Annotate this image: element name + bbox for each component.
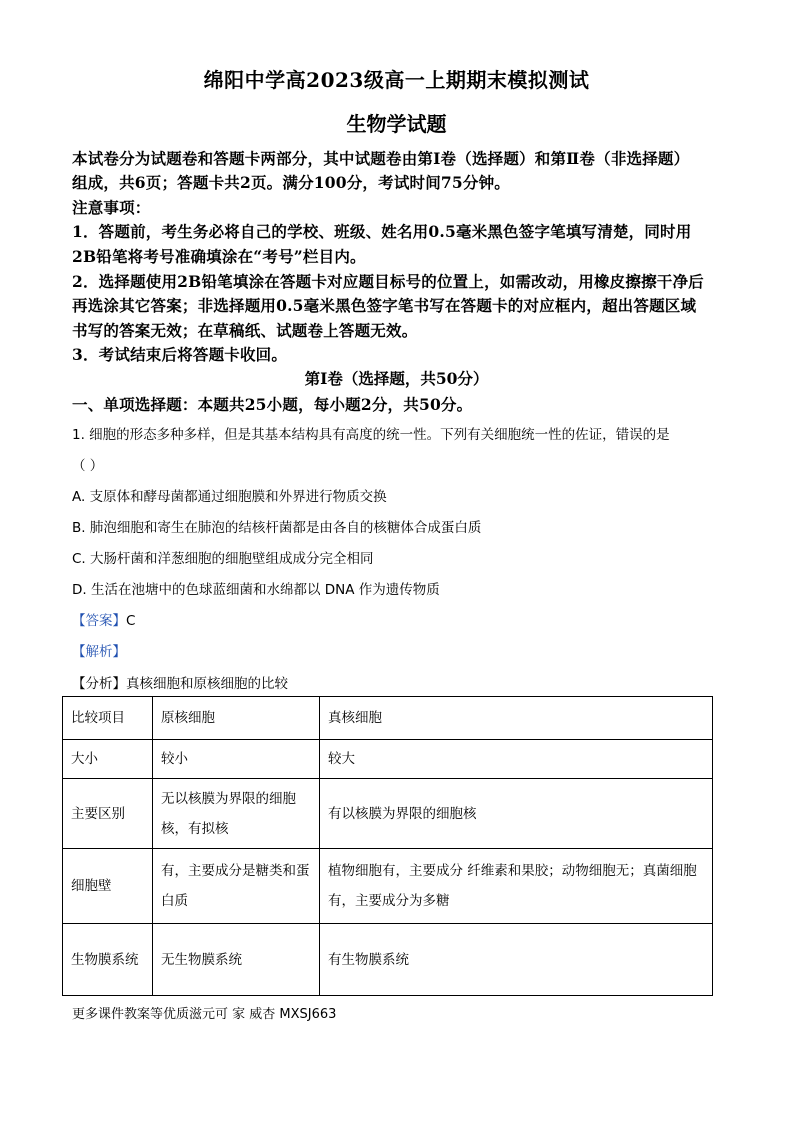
table-cell: 大小 (63, 740, 153, 779)
table-cell: 生物膜系统 (63, 924, 153, 996)
exam-title: 绵阳中学高2023级高一上期期末模拟测试 (203, 68, 590, 92)
exam-subtitle: 生物学试题 (346, 112, 447, 136)
instruction-line: 2B铅笔将考号准确填涂在“考号”栏目内。 (72, 247, 366, 266)
table-cell: 原核细胞 (153, 697, 320, 740)
table-row (63, 849, 713, 924)
footer-note: 更多课件教案等优质滋元可 家 威杏 MXSJ663 (72, 1007, 337, 1022)
analysis-line (72, 640, 126, 660)
analysis-label: 【解析】 (72, 644, 126, 660)
table-row (63, 697, 713, 740)
table-row (63, 924, 713, 996)
table-cell: 细胞壁 (63, 849, 153, 924)
table-cell: 比较项目 (63, 697, 153, 740)
comparison-table (62, 696, 713, 996)
table-cell: 有，主要成分是糖类和蛋白质 (153, 849, 320, 924)
instruction-line: 再选涂其它答案；非选择题用0.5毫米黑色签字笔书写在答题卡的对应框内，超出答题区域 (72, 296, 697, 315)
table-cell: 无以核膜为界限的细胞核，有拟核 (153, 779, 320, 849)
table-cell: 主要区别 (63, 779, 153, 849)
option-b: B. 肺泡细胞和寄生在肺泡的结核杆菌都是由各自的核糖体合成蛋白质 (72, 520, 482, 536)
analysis-intro: 【分析】真核细胞和原核细胞的比较 (72, 676, 288, 692)
option-d: D. 生活在池塘中的色球蓝细菌和水绵都以 DNA 作为遗传物质 (72, 582, 440, 598)
instruction-line: 3．考试结束后将答题卡收回。 (72, 345, 288, 364)
instruction-line: 本试卷分为试题卷和答题卡两部分，其中试题卷由第Ⅰ卷（选择题）和第Ⅱ卷（非选择题） (72, 149, 690, 168)
answer-value: C (126, 613, 136, 629)
table-row (63, 740, 713, 779)
instruction-line: 组成，共6页；答题卡共2页。满分100分，考试时间75分钟。 (72, 173, 510, 192)
table-row (63, 779, 713, 849)
instruction-line: 1．答题前，考生务必将自己的学校、班级、姓名用0.5毫米黑色签字笔填写清楚，同时用 (72, 222, 692, 241)
question-blank: （ ） (72, 458, 104, 474)
option-a: A. 支原体和酵母菌都通过细胞膜和外界进行物质交换 (72, 489, 387, 505)
table-cell: 有生物膜系统 (320, 924, 713, 996)
table-cell: 真核细胞 (320, 697, 713, 740)
section-title: 第Ⅰ卷（选择题，共50分） (304, 369, 489, 388)
option-c: C. 大肠杆菌和洋葱细胞的细胞壁组成成分完全相同 (72, 551, 374, 567)
question-stem: 1. 细胞的形态多种多样，但是其基本结构具有高度的统一性。下列有关细胞统一性的佐证，错误的是 (72, 427, 670, 443)
table-cell: 植物细胞有，主要成分 纤维素和果胶；动物细胞无；真菌细胞有，主要成分为多糖 (320, 849, 713, 924)
instruction-line: 书写的答案无效；在草稿纸、试题卷上答题无效。 (72, 321, 418, 340)
answer-line (72, 609, 135, 629)
part-title: 一、单项选择题：本题共25小题，每小题2分，共50分。 (72, 395, 473, 414)
table-cell: 有以核膜为界限的细胞核 (320, 779, 713, 849)
instruction-line: 2．选择题使用2B铅笔填涂在答题卡对应题目标号的位置上，如需改动，用橡皮擦擦干净后 (72, 272, 704, 291)
notice-heading: 注意事项： (72, 198, 151, 217)
table-cell: 无生物膜系统 (153, 924, 320, 996)
answer-label: 【答案】 (72, 613, 126, 629)
table-cell: 较小 (153, 740, 320, 779)
table-cell: 较大 (320, 740, 713, 779)
